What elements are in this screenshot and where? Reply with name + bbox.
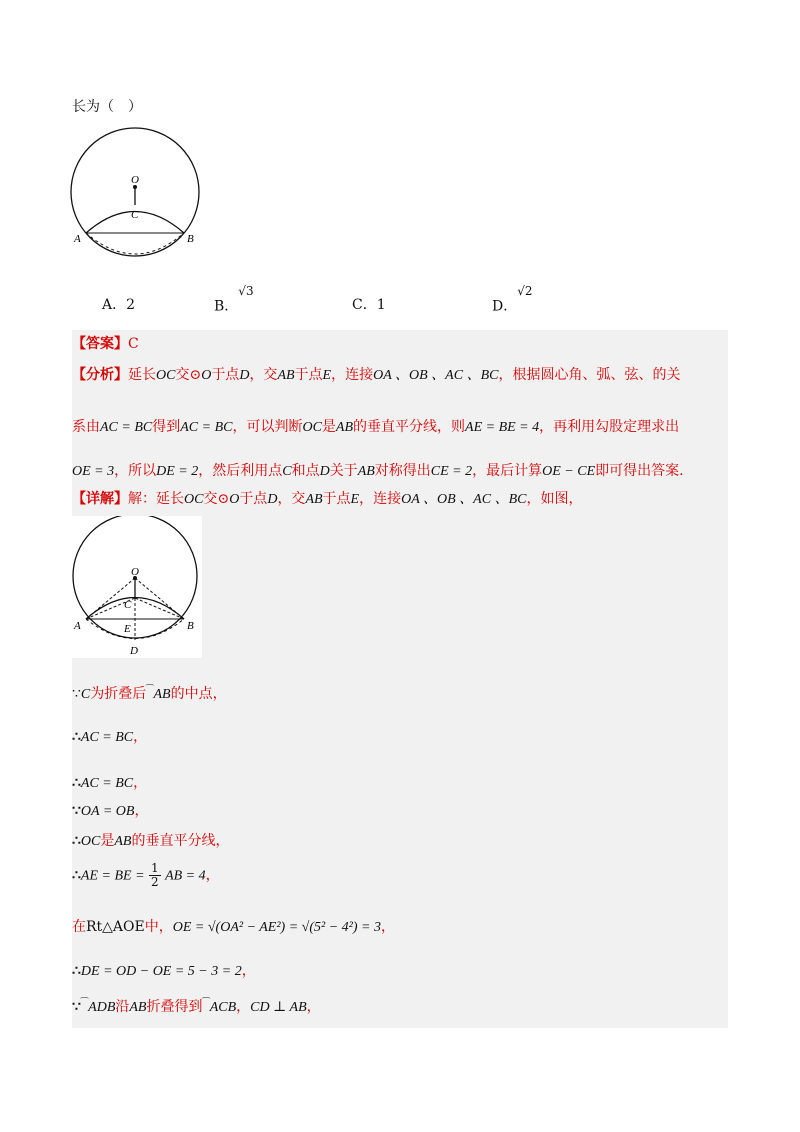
step-3: ∴AC = BC， (72, 775, 148, 791)
option-d: D．$^{√2}$ (492, 284, 533, 315)
option-c: C．1 (352, 297, 386, 313)
label-d: D (130, 645, 138, 657)
label-o: O (131, 174, 139, 186)
analysis-line-1: 【分析】延长OC交⊙O于点D，交AB于点E，连接OA 、OB 、AC 、BC，根据圆心角、弧、弦、的关 (72, 367, 681, 383)
segment-bc-dashed (135, 598, 184, 619)
figure-2-circle-diagram (62, 516, 212, 661)
fraction-one-half: $\frac{1}{2}$ (150, 861, 159, 889)
detail-line: 【详解】解：延长OC交⊙O于点D，交AB于点E，连接OA 、OB 、AC 、BC，如图， (72, 491, 583, 507)
label-b: B (187, 233, 194, 245)
answer-line: 【答案】C (72, 336, 139, 352)
label-a: A (74, 620, 81, 632)
question-stem: 长为（ ） (72, 99, 142, 115)
label-c: C (124, 599, 132, 611)
analysis-line-3: OE = 3，所以DE = 2，然后利用点C和点D关于AB对称得出CE = 2，最后计算OE − CE即可得出答案. (72, 463, 684, 479)
label-o: O (131, 566, 139, 578)
figure-1-circle-diagram (62, 120, 212, 270)
step-9: ∵⁀ADB沿AB折叠得到⁀ACB，CD ⊥ AB， (72, 998, 321, 1015)
step-8: ∴DE = OD − OE = 5 − 3 = 2， (72, 963, 256, 979)
analysis-line-2: 系由AC = BC得到AC = BC，可以判断OC是AB的垂直平分线，则AE = BE = 4，再利用勾股定理求出 (72, 419, 680, 435)
label-c: C (131, 209, 139, 221)
option-a: A．2 (102, 297, 136, 313)
label-a: A (74, 233, 81, 245)
label-b: B (187, 620, 194, 632)
option-b: B．$^{√3}$ (214, 284, 254, 315)
original-arc-dashed (86, 233, 184, 254)
step-4: ∵OA = OB， (72, 803, 149, 819)
step-7: 在Rt△AOE中，OE = √(OA² − AE²) = √(5² − 4²) = 3， (72, 919, 395, 935)
step-5: ∴OC是AB的垂直平分线， (72, 833, 230, 849)
step-1: ∵C为折叠后⁀AB的中点， (72, 685, 227, 702)
step-2: ∴AC = BC， (72, 729, 148, 745)
label-e: E (124, 623, 131, 635)
step-6: ∴AE = BE = $\frac{1}{2}$ AB = 4， (72, 861, 220, 889)
